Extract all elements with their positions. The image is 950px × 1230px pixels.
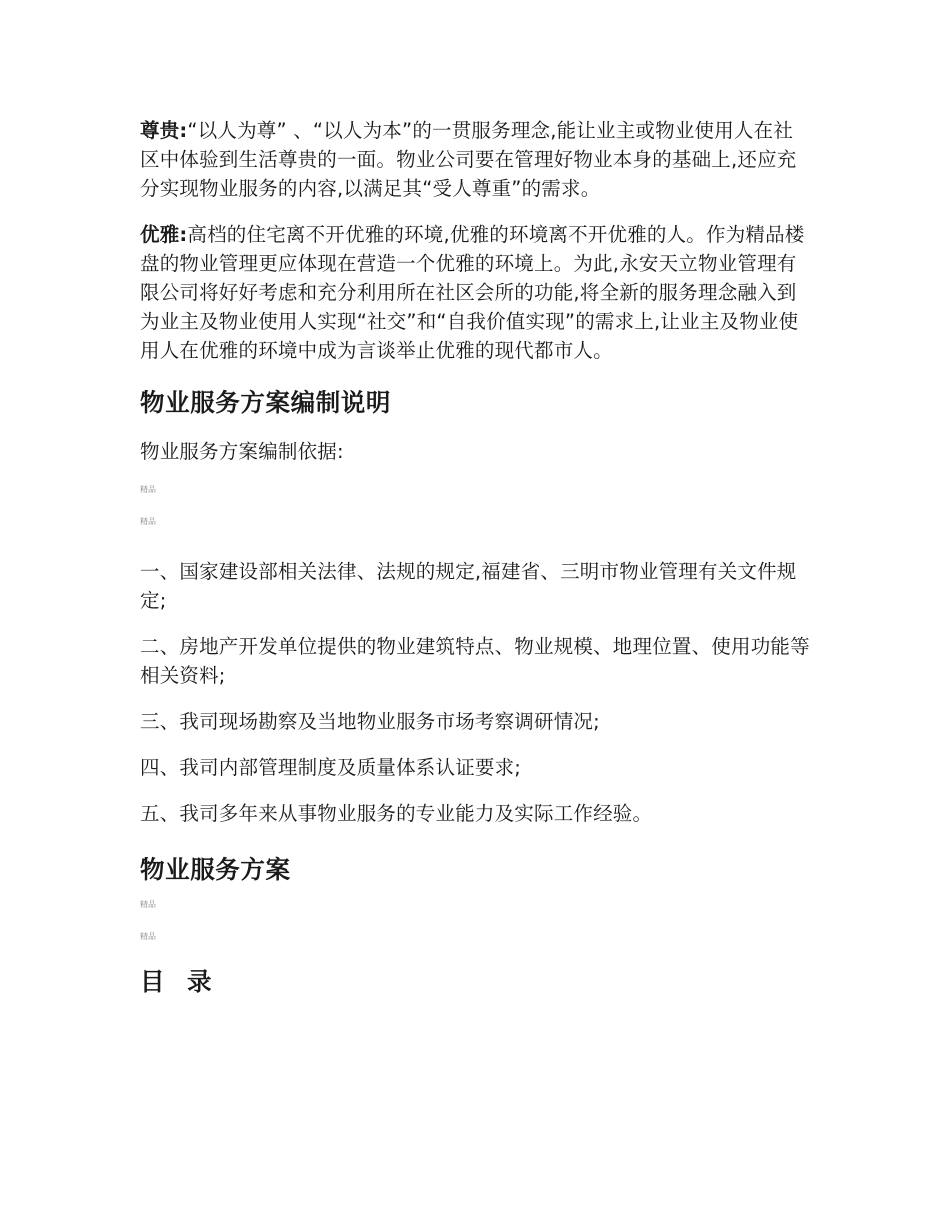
watermark-text: 精品 xyxy=(140,517,156,526)
paragraph-lead: 优雅: xyxy=(140,223,188,246)
paragraph-text: 高档的住宅离不开优雅的环境,优雅的环境离不开优雅的人。作为精品楼盘的物业管理更应体现在营造一个优雅的环境上。为此,永安天立物业管理有限公司将好好考虑和充分利用所在社区会所的功能,将全新的服务理念融入到为业主及物业使用人实现“社交”和“自我价值实现”的需求上,让业主及物业使用人在优雅的环境中成为言谈举止优雅的现代都市人。 xyxy=(140,223,805,362)
document-page xyxy=(140,116,812,998)
list-item: 三、我司现场勘察及当地物业服务市场考察调研情况; xyxy=(140,710,600,733)
list-item: 五、我司多年来从事物业服务的专业能力及实际工作经验。 xyxy=(140,802,653,825)
watermark-text: 精品 xyxy=(140,485,156,494)
list-item: 四、我司内部管理制度及质量体系认证要求; xyxy=(140,756,522,779)
paragraph-zungui xyxy=(140,116,812,203)
paragraph-lead: 尊贵: xyxy=(140,119,188,142)
basis-intro: 物业服务方案编制依据: xyxy=(140,440,344,463)
section-heading-plan: 物业服务方案 xyxy=(140,855,291,884)
list-item: 一、国家建设部相关法律、法规的规定,福建省、三明市物业管理有关文件规定; xyxy=(140,560,797,612)
watermark-text: 精品 xyxy=(140,900,156,909)
watermark-text: 精品 xyxy=(140,932,156,941)
list-item: 二、房地产开发单位提供的物业建筑特点、物业规模、地理位置、使用功能等相关资料; xyxy=(140,635,810,687)
paragraph-text: “以人为尊” 、“以人为本”的一贯服务理念,能让业主或物业使用人在社区中体验到生活尊贵的一面。物业公司要在管理好物业本身的基础上,还应充分实现物业服务的内容,以满足其“受人尊重”的需求。 xyxy=(140,119,797,200)
section-heading-plan-notes: 物业服务方案编制说明 xyxy=(140,388,391,417)
section-heading-toc: 目 录 xyxy=(140,967,219,996)
paragraph-youya xyxy=(140,220,812,365)
